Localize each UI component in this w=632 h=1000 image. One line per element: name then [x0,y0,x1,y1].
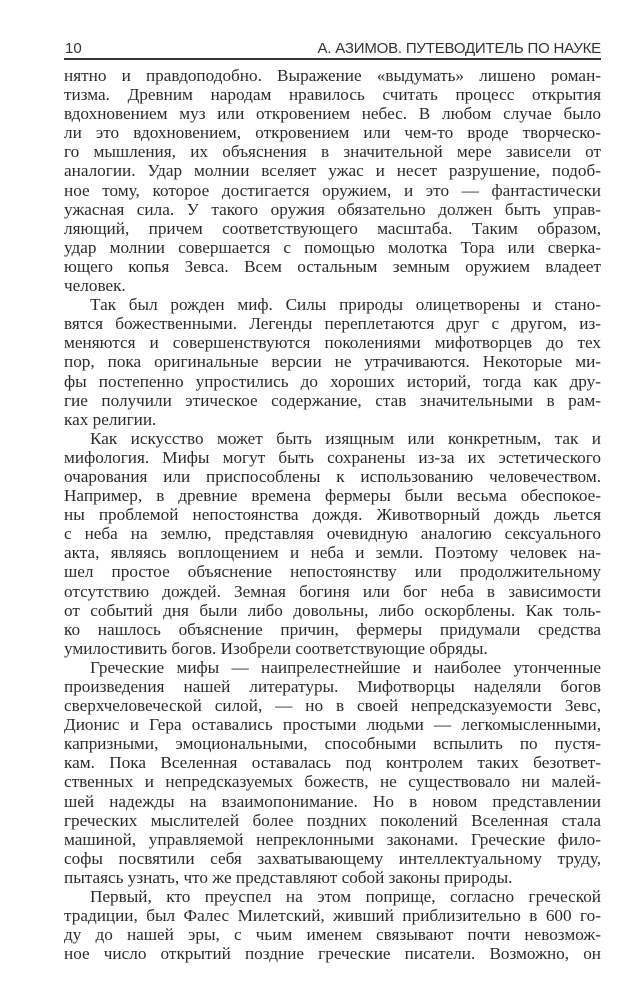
text-line: вятся божественными. Легенды переплетаются друг с другом, из- [64,314,601,334]
text-line: гие получили этическое содержание, став значительными в рам- [64,390,601,410]
text-line: ко нашлось объяснение причин, фермеры придумали средства [64,619,601,639]
text-line: ду до нашей эры, с чьим именем связывают почти невозмож- [64,925,601,945]
text-line: Так был рожден миф. Силы природы олицетворены и стано- [90,295,601,315]
text-line: шел простое объяснение непостоянству или продолжительному [64,562,601,582]
text-line: кам. Пока Вселенная оставалась под контролем таких безответ- [64,753,601,773]
text-line: мифология. Мифы могут быть сохранены из-за их эстетического [64,447,601,467]
text-line: нятно и правдоподобно. Выражение «выдумать» лишено роман- [64,66,601,85]
text-line: ляющий, причем соответствующего масштаба. Таким образом, [64,218,601,238]
text-line: от событий дня были либо довольны, либо оскорблены. Как толь- [64,600,601,620]
text-line: очарования или приспособлены к использованию человечеством. [64,466,601,486]
text-line: ющего копья Зевса. Всем остальным земным оружием владеет [64,256,601,276]
text-line: человек. [64,276,126,296]
body-text [64,66,601,963]
text-line: тизма. Древним народам нравилось считать процесс открытия [64,85,601,105]
text-line: софы посвятили себя захватывающему интеллектуальному труду, [64,848,601,868]
running-header [64,36,601,60]
running-title: А. АЗИМОВ. ПУТЕВОДИТЕЛЬ ПО НАУКЕ [317,40,601,57]
text-line: ное тому, которое достигается оружием, и это — фантастически [64,180,601,200]
text-line: пытаясь узнать, что же представляют собой законы природы. [64,867,513,887]
text-line: умилостивить богов. Изобрели соответствующие обряды. [64,638,488,658]
text-line: Дионис и Гера оставались простыми людьми — легкомысленными, [64,715,601,735]
text-line: фы постепенно упростились до хороших историй, тогда как дру- [64,371,601,391]
text-line: Как искусство может быть изящным или конкретным, так и [90,428,601,448]
paragraph [64,66,601,295]
paragraph [64,887,601,963]
text-line: Например, в древние времена фермеры были весьма обеспокое- [64,486,601,506]
text-line: ужасная сила. У такого оружия обязательно должен быть управ- [64,199,601,219]
text-line: пор, пока оригинальные версии не утрачиваются. Некоторые ми- [64,352,601,372]
text-line: меняются и совершенствуются поколениями мифотворцев до тех [64,333,601,353]
text-line: Греческие мифы — наипрелестнейшие и наиболее утонченные [90,657,601,677]
text-line: ках религии. [64,409,157,429]
paragraph [64,295,601,429]
paragraph [64,429,601,658]
text-line: акта, являясь воплощением и неба и земли. Поэтому человек на- [64,543,601,563]
text-line: отсутствию дождей. Земная богиня или бог неба в зависимости [64,581,601,601]
text-line: капризными, эмоциональными, способными вспылить по пустя- [64,734,601,754]
text-line: с неба на землю, представляя очевидную аналогию сексуального [64,524,601,544]
paragraph [64,658,601,887]
text-line: машиной, управляемой непреклонными законами. Греческие фило- [64,829,601,849]
text-line: сверхчеловеческой силой, — но в своей непредсказуемости Зевс, [64,696,601,716]
text-line: вдохновением муз или откровением небес. В любом случае было [64,104,601,124]
text-line: традиции, был Фалес Милетский, живший приблизительно в 600 го- [64,906,601,926]
text-line: го мышления, их объяснения в значительной мере зависели от [64,142,601,162]
text-line: ли это вдохновением, откровением или чем-то вроде творческо- [64,123,601,143]
text-line: шей надежды на взаимопонимание. Но в новом представлении [64,791,601,811]
text-line: ственных и непредсказуемых божеств, не существовало ни малей- [64,772,601,792]
text-line: произведения нашей литературы. Мифотворцы наделяли богов [64,677,601,696]
text-line: Первый, кто преуспел на этом поприще, согласно греческой [90,887,601,907]
text-line: удар молнии совершается с помощью молотка Тора или сверка- [64,237,601,257]
text-line: греческих мыслителей более поздних поколений Вселенная стала [64,810,601,830]
text-line: ны проблемой непостоянства дождя. Животворный дождь льется [64,505,601,525]
page-number: 10 [65,40,82,57]
text-line: ное число открытий поздние греческие писатели. Возможно, он [64,944,601,964]
text-line: аналогии. Удар молнии вселяет ужас и несет разрушение, подоб- [64,161,601,181]
